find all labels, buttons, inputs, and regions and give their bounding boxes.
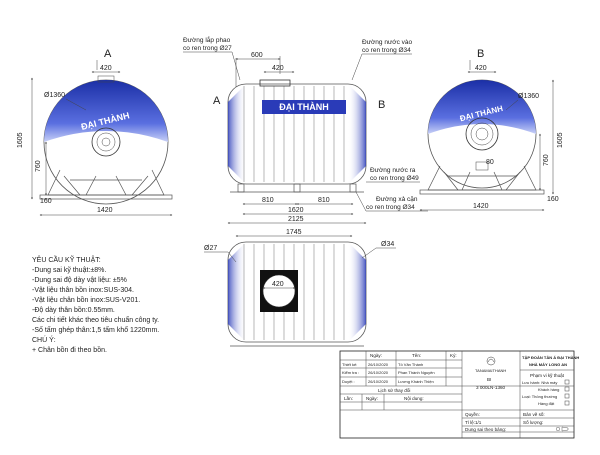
projection-symbol-icon: [556, 427, 568, 431]
dim-legs-label: 760: [543, 154, 550, 166]
callout-inlet-thread: co ren trong Ø34: [362, 47, 411, 54]
dim-left-pipe-label: Ø27: [204, 245, 218, 252]
checkbox-icon: [565, 387, 569, 391]
requirement-line: -Số tấm ghép thân:1,5 tấm khổ 1220mm.: [32, 327, 160, 334]
row-name: Tô Văn Thành: [398, 362, 424, 367]
callout-inlet: Đường nước vào: [362, 39, 413, 46]
dim-height-label: 1605: [17, 132, 24, 148]
dim-cap-label: 420: [272, 281, 284, 288]
row-role: Duyệt :: [342, 379, 355, 384]
callout-drain: Đường xả cặn: [376, 196, 418, 203]
section-letter-b: B: [477, 48, 485, 60]
requirement-line: -Độ dày thân bồn:0.55mm.: [32, 307, 115, 314]
company-name: TẬP ĐOÀN TÂN Á ĐẠI THÀNH: [522, 355, 580, 360]
history-title: Lịch sử thay đổi: [378, 388, 411, 393]
front-letter-b: B: [378, 99, 386, 111]
right-section-view: [420, 48, 564, 210]
history-noidung: Nội dung:: [404, 396, 424, 401]
dim-diameter-label: Ø1360: [44, 92, 66, 99]
row-name: Phan Thành Nguyên: [398, 370, 435, 375]
dim-base-label: 160: [40, 198, 52, 205]
row-name: Lương Khánh Thiện: [398, 379, 434, 384]
dim-top-label: 420: [100, 65, 112, 72]
tank-body: [228, 84, 366, 184]
requirement-line: -Vật liệu thân bồn inox:SUS-304.: [32, 287, 134, 294]
dim-outlet-label: 80: [486, 159, 494, 166]
company-factory: NHÀ MÁY LONG AN: [529, 362, 567, 367]
checkbox-icon: [565, 401, 569, 405]
scope-line: Khách hàng: [538, 387, 560, 392]
dim-half-right-label: 810: [318, 197, 330, 204]
quantity-label: Số lượng:: [523, 420, 544, 425]
support-frame: [230, 184, 364, 192]
logo-text: TANAMAITHANH: [475, 368, 507, 373]
leader-drain-2: [356, 192, 366, 211]
row-date: 26/10/2020: [368, 362, 389, 367]
dim-half-left-label: 810: [262, 197, 274, 204]
scale-label: Tỉ lệ:1/1: [465, 420, 482, 425]
technical-requirements: [32, 254, 159, 354]
dim-width-label: 1420: [473, 203, 489, 210]
quyen-label: Quyền:: [465, 412, 480, 417]
drawing-number-label: Bản vẽ số:: [523, 412, 545, 417]
requirement-line: Các chi tiết khác theo tiêu chuẩn công ty.: [32, 317, 160, 324]
row-date: 26/10/2020: [368, 370, 389, 375]
requirement-line: -Dung sai độ dày vật liệu: ±5%: [32, 277, 127, 284]
dim-diameter-label: Ø1360: [518, 93, 540, 100]
col-name: Tên:: [412, 353, 422, 358]
dim-width-label: 1420: [97, 207, 113, 214]
requirement-line: -Dung sai kỹ thuật:±8%.: [32, 267, 107, 274]
requirement-line: -Vật liệu chân bồn inox:SUS-V201.: [32, 297, 141, 304]
requirement-line: + Chân bồn đi theo bồn.: [32, 347, 107, 354]
col-date: Ngày:: [370, 353, 383, 358]
company-logo-icon: [487, 357, 495, 365]
scope-line: Loại: Thông thường: [522, 394, 558, 399]
model-line-2: 3 000LN-1360: [476, 385, 506, 390]
checkbox-icon: [565, 394, 569, 398]
callout-outlet-thread: co ren trong Ø49: [370, 175, 419, 182]
section-letter-a: A: [104, 48, 112, 60]
scope-line: Lưu hành: Nhà máy: [522, 380, 558, 385]
callout-outlet: Đường nước ra: [370, 167, 416, 174]
dim-height-label: 1605: [557, 132, 564, 148]
dim-cap-label: 420: [272, 65, 284, 72]
requirement-line: CHÚ Ý:: [32, 337, 56, 344]
scope-line: Hàng đặt: [538, 401, 555, 406]
dim-gap-label: 600: [251, 52, 263, 59]
col-sign: Ký:: [450, 353, 457, 358]
dim-total-label: 2125: [288, 216, 304, 223]
tolerance-label: Dung sai theo bảng:: [465, 427, 507, 432]
front-view: [183, 35, 428, 223]
title-block: [340, 351, 579, 438]
left-section-view: [17, 48, 172, 215]
dim-length-label: 1745: [286, 229, 302, 236]
dim-top-label: 420: [475, 65, 487, 72]
history-lan: Lần:: [344, 396, 353, 401]
checkbox-icon: [565, 380, 569, 384]
brand-label: ĐẠI THÀNH: [458, 103, 504, 124]
scope-title: Phạm vi kỹ thuật: [530, 373, 564, 378]
dim-base-label: 160: [547, 196, 559, 203]
callout-float-pipe-thread: co ren trong Ø27: [183, 45, 232, 52]
dim-inner-label: 1620: [288, 207, 304, 214]
dim-right-pipe-label: Ø34: [381, 241, 395, 248]
callout-float-pipe: Đường lắp phao: [183, 37, 231, 44]
leader-inlet-2: [352, 54, 362, 80]
brand-label: ĐẠI THÀNH: [80, 110, 131, 132]
requirements-title: YÊU CẦU KỸ THUẬT:: [32, 257, 101, 264]
row-role: Thiết kế:: [342, 362, 358, 367]
top-view: [204, 229, 396, 346]
history-ngay: Ngày:: [366, 396, 379, 401]
row-role: Kiểm tra :: [342, 370, 360, 375]
model-line-1: BI: [487, 377, 492, 382]
row-date: 26/10/2020: [368, 379, 389, 384]
callout-drain-thread: co ren trong Ø34: [366, 204, 415, 211]
front-letter-a: A: [213, 95, 221, 107]
dim-legs-label: 760: [35, 160, 42, 172]
brand-label: ĐẠI THÀNH: [279, 102, 329, 112]
manhole-cap: [263, 275, 295, 307]
